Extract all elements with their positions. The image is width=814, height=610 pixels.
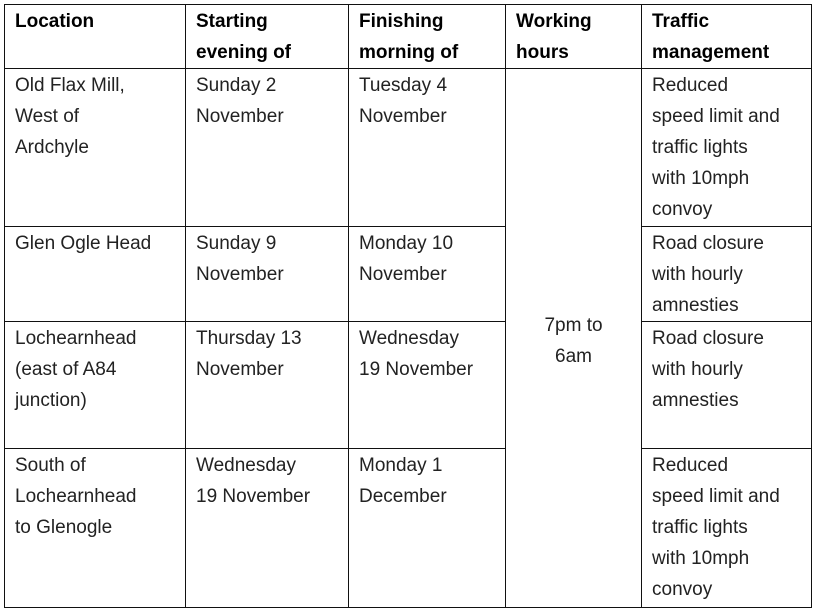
start-date-cell: Wednesday 19 November — [186, 449, 349, 608]
table-row — [5, 69, 812, 227]
start-date-cell: Sunday 2 November — [186, 69, 349, 227]
traffic-management-cell: Reduced speed limit and traffic lights with 10mph convoy — [642, 69, 812, 227]
location-cell: Glen Ogle Head — [5, 227, 186, 322]
table-row — [5, 227, 812, 322]
header-starting-evening: Starting evening of — [186, 5, 349, 69]
start-date-cell: Thursday 13 November — [186, 322, 349, 449]
traffic-management-cell: Road closure with hourly amnesties — [642, 227, 812, 322]
header-traffic-management: Traffic management — [642, 5, 812, 69]
finish-date-cell: Wednesday 19 November — [349, 322, 506, 449]
location-cell: Old Flax Mill, West of Ardchyle — [5, 69, 186, 227]
traffic-management-cell: Road closure with hourly amnesties — [642, 322, 812, 449]
finish-date-cell: Monday 1 December — [349, 449, 506, 608]
traffic-management-cell: Reduced speed limit and traffic lights with 10mph convoy — [642, 449, 812, 608]
finish-date-cell: Tuesday 4 November — [349, 69, 506, 227]
location-cell: Lochearnhead (east of A84 junction) — [5, 322, 186, 449]
location-cell: South of Lochearnhead to Glenogle — [5, 449, 186, 608]
header-working-hours: Working hours — [506, 5, 642, 69]
header-finishing-morning: Finishing morning of — [349, 5, 506, 69]
table-row — [5, 322, 812, 449]
table-row — [5, 449, 812, 608]
header-location: Location — [5, 5, 186, 69]
start-date-cell: Sunday 9 November — [186, 227, 349, 322]
working-hours-cell: 7pm to 6am — [506, 69, 642, 608]
finish-date-cell: Monday 10 November — [349, 227, 506, 322]
roadworks-table — [4, 4, 812, 608]
table-header-row — [5, 5, 812, 69]
